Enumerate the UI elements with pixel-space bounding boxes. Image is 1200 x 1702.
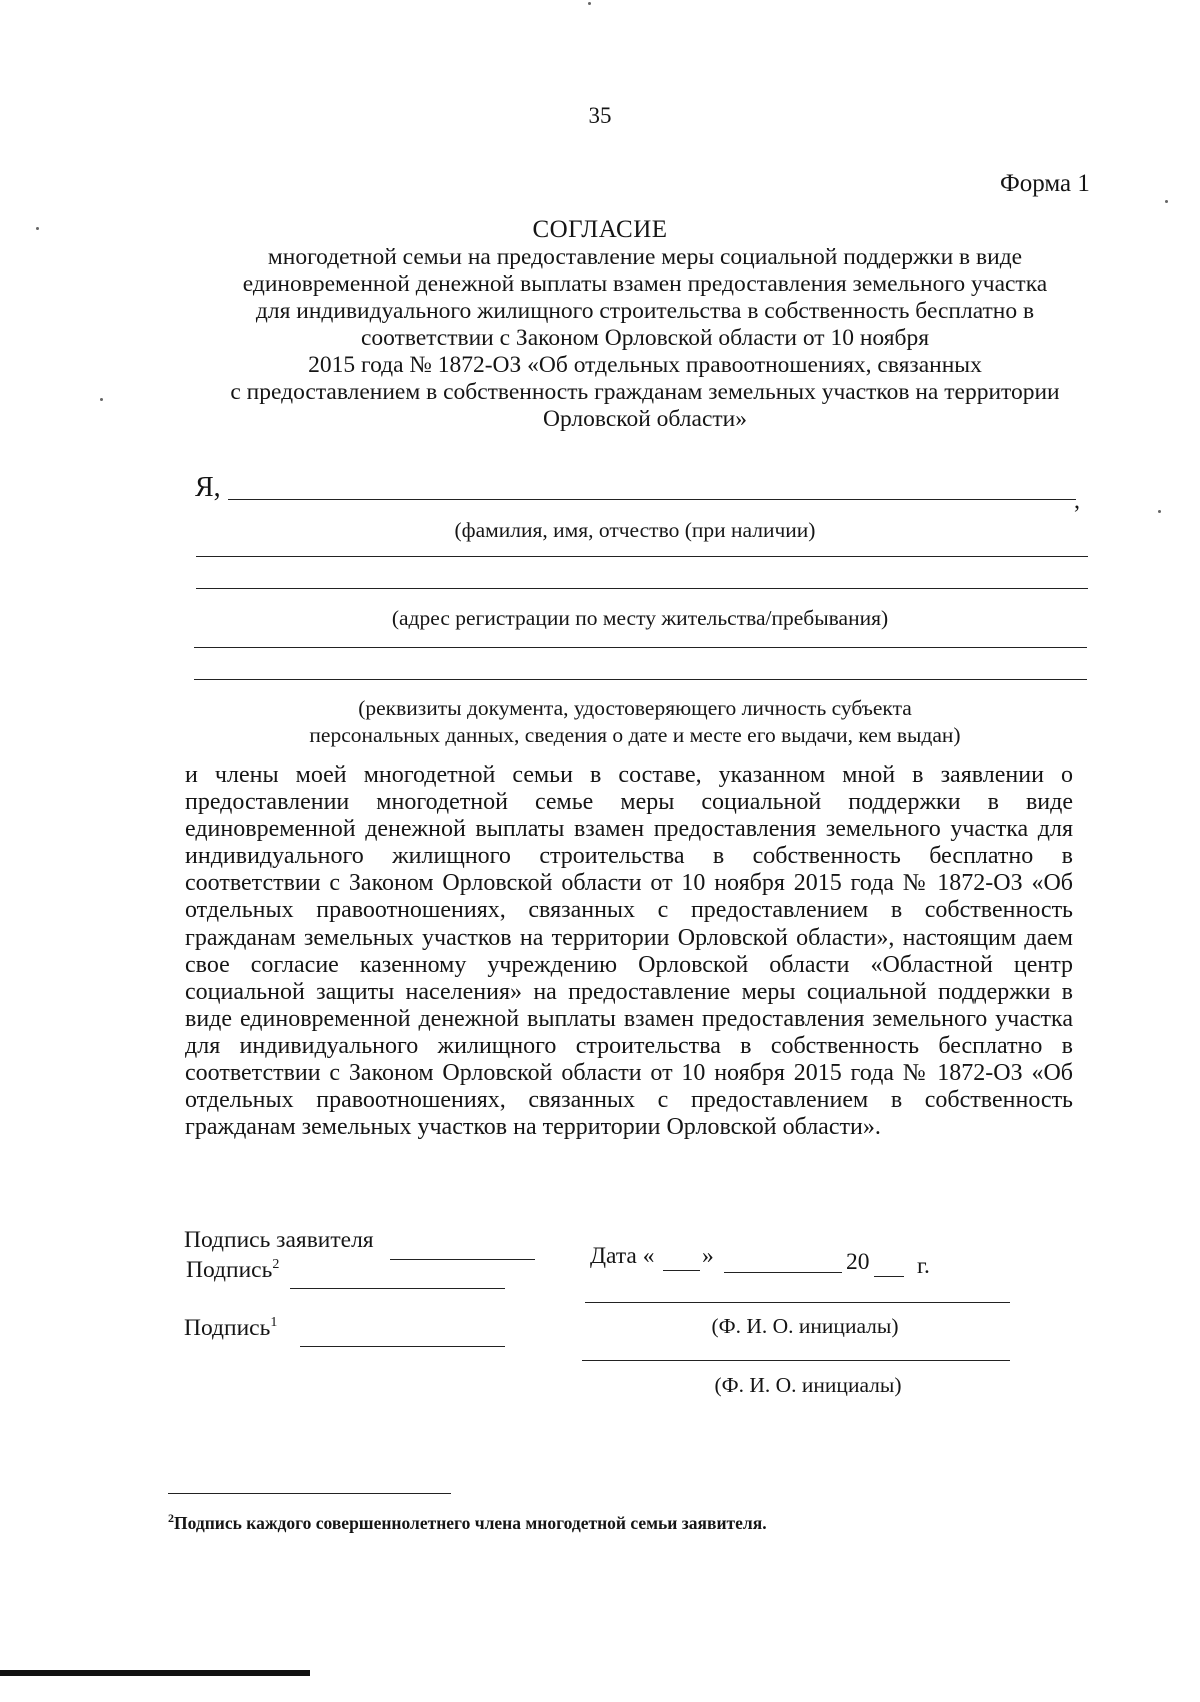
date-month-line[interactable]: [724, 1272, 842, 1273]
scan-speck: [1165, 200, 1168, 203]
document-title: СОГЛАСИЕ: [532, 216, 668, 243]
footnote: [168, 1513, 767, 1534]
ya-label: Я,: [195, 472, 221, 503]
signature2-line[interactable]: [290, 1288, 505, 1289]
date-prefix: Дата «: [590, 1243, 655, 1269]
footnote-text: Подпись каждого совершеннолетнего члена многодетной семьи заявителя.: [174, 1513, 767, 1533]
date-year-line[interactable]: [874, 1276, 904, 1277]
date-year-suffix: г.: [917, 1253, 930, 1279]
subtitle-line: Орловской области»: [542, 406, 747, 432]
fio-initials-line-2[interactable]: [582, 1360, 1010, 1361]
form-label: Форма 1: [1000, 170, 1090, 197]
signature1-superscript: 1: [270, 1315, 278, 1331]
signature2-superscript: 2: [272, 1257, 280, 1273]
consent-body-text: и члены моей многодетной семьи в составе, указанном мной в заявлении о предоставлении многодетной семье меры социальной поддержки в виде единовременной денежной выплаты взамен предоставления земельного участка для индивидуального жилищного строительства в собственность бесплатно в соответствии с Законом Орловской области от 10 ноября 2015 года № 1872-ОЗ «Об отдельных правоотношениях, связанных с предоставлением в собственность гражданам земельных участков на территории Орловской области», настоящим даем свое согласие казенному учреждению Орловской области «Областной центр социальной защиты населения» на предоставление меры социальной поддержки в виде единовременной денежной выплаты взамен предоставления земельного участка для индивидуального жилищного строительства в собственность бесплатно в соответствии с Законом Орловской области от 10 ноября 2015 года № 1872-ОЗ «Об отдельных правоотношениях, связанных с предоставлением в собственность гражданам земельных участков на территории Орловской области».: [185, 762, 1073, 1141]
document-input-line-1[interactable]: [194, 647, 1087, 648]
fio-initials-caption-2: (Ф. И. О. инициалы): [714, 1373, 902, 1397]
scan-speck: [36, 227, 39, 230]
date-day-line[interactable]: [663, 1270, 700, 1271]
document-input-line-2[interactable]: [194, 679, 1087, 680]
subtitle-line: многодетной семьи на предоставление меры социальной поддержки в виде: [267, 244, 1023, 270]
fio-input-line[interactable]: [228, 499, 1076, 500]
document-caption-line: персональных данных, сведения о дате и месте его выдачи, кем выдан): [309, 723, 961, 747]
scan-speck: [1158, 510, 1161, 513]
applicant-signature-label: Подпись заявителя: [184, 1227, 374, 1253]
date-year-prefix: 20: [846, 1249, 870, 1275]
address-caption: (адрес регистрации по месту жительства/пребывания): [391, 606, 889, 630]
signature2-label-text: Подпись: [186, 1257, 273, 1283]
fio-trailing-comma: ,: [1074, 488, 1080, 514]
footnote-marker: 2: [168, 1511, 174, 1526]
fio-initials-caption-1: (Ф. И. О. инициалы): [711, 1314, 899, 1338]
applicant-signature-line[interactable]: [390, 1259, 535, 1260]
signature1-label: [184, 1315, 277, 1342]
fio-caption: (фамилия, имя, отчество (при наличии): [454, 518, 816, 542]
scan-speck: [100, 398, 103, 401]
footnote-separator: [168, 1493, 451, 1494]
scan-edge-artifact: [0, 1670, 310, 1676]
document-caption-line: (реквизиты документа, удостоверяющего личность субъекта: [358, 696, 912, 720]
address-input-line-2[interactable]: [196, 588, 1088, 589]
scan-speck: [588, 2, 591, 5]
fio-initials-line-1[interactable]: [585, 1302, 1010, 1303]
subtitle-line: единовременной денежной выплаты взамен предоставления земельного участка: [242, 271, 1048, 297]
signature1-line[interactable]: [300, 1346, 505, 1347]
date-quote-close: »: [702, 1243, 714, 1269]
subtitle-line: с предоставлением в собственность гражданам земельных участков на территории: [230, 379, 1060, 405]
subtitle-line: для индивидуального жилищного строительства в собственность бесплатно в: [255, 298, 1035, 324]
signature1-label-text: Подпись: [184, 1315, 271, 1341]
subtitle-line: 2015 года № 1872-ОЗ «Об отдельных правоотношениях, связанных: [308, 352, 982, 378]
address-input-line-1[interactable]: [196, 556, 1088, 557]
page-number: 35: [588, 103, 612, 128]
document-caption: [235, 695, 1035, 749]
subtitle-line: соответствии с Законом Орловской области от 10 ноября: [360, 325, 930, 351]
signature2-label: [186, 1257, 279, 1284]
document-subtitle: [180, 244, 1110, 433]
